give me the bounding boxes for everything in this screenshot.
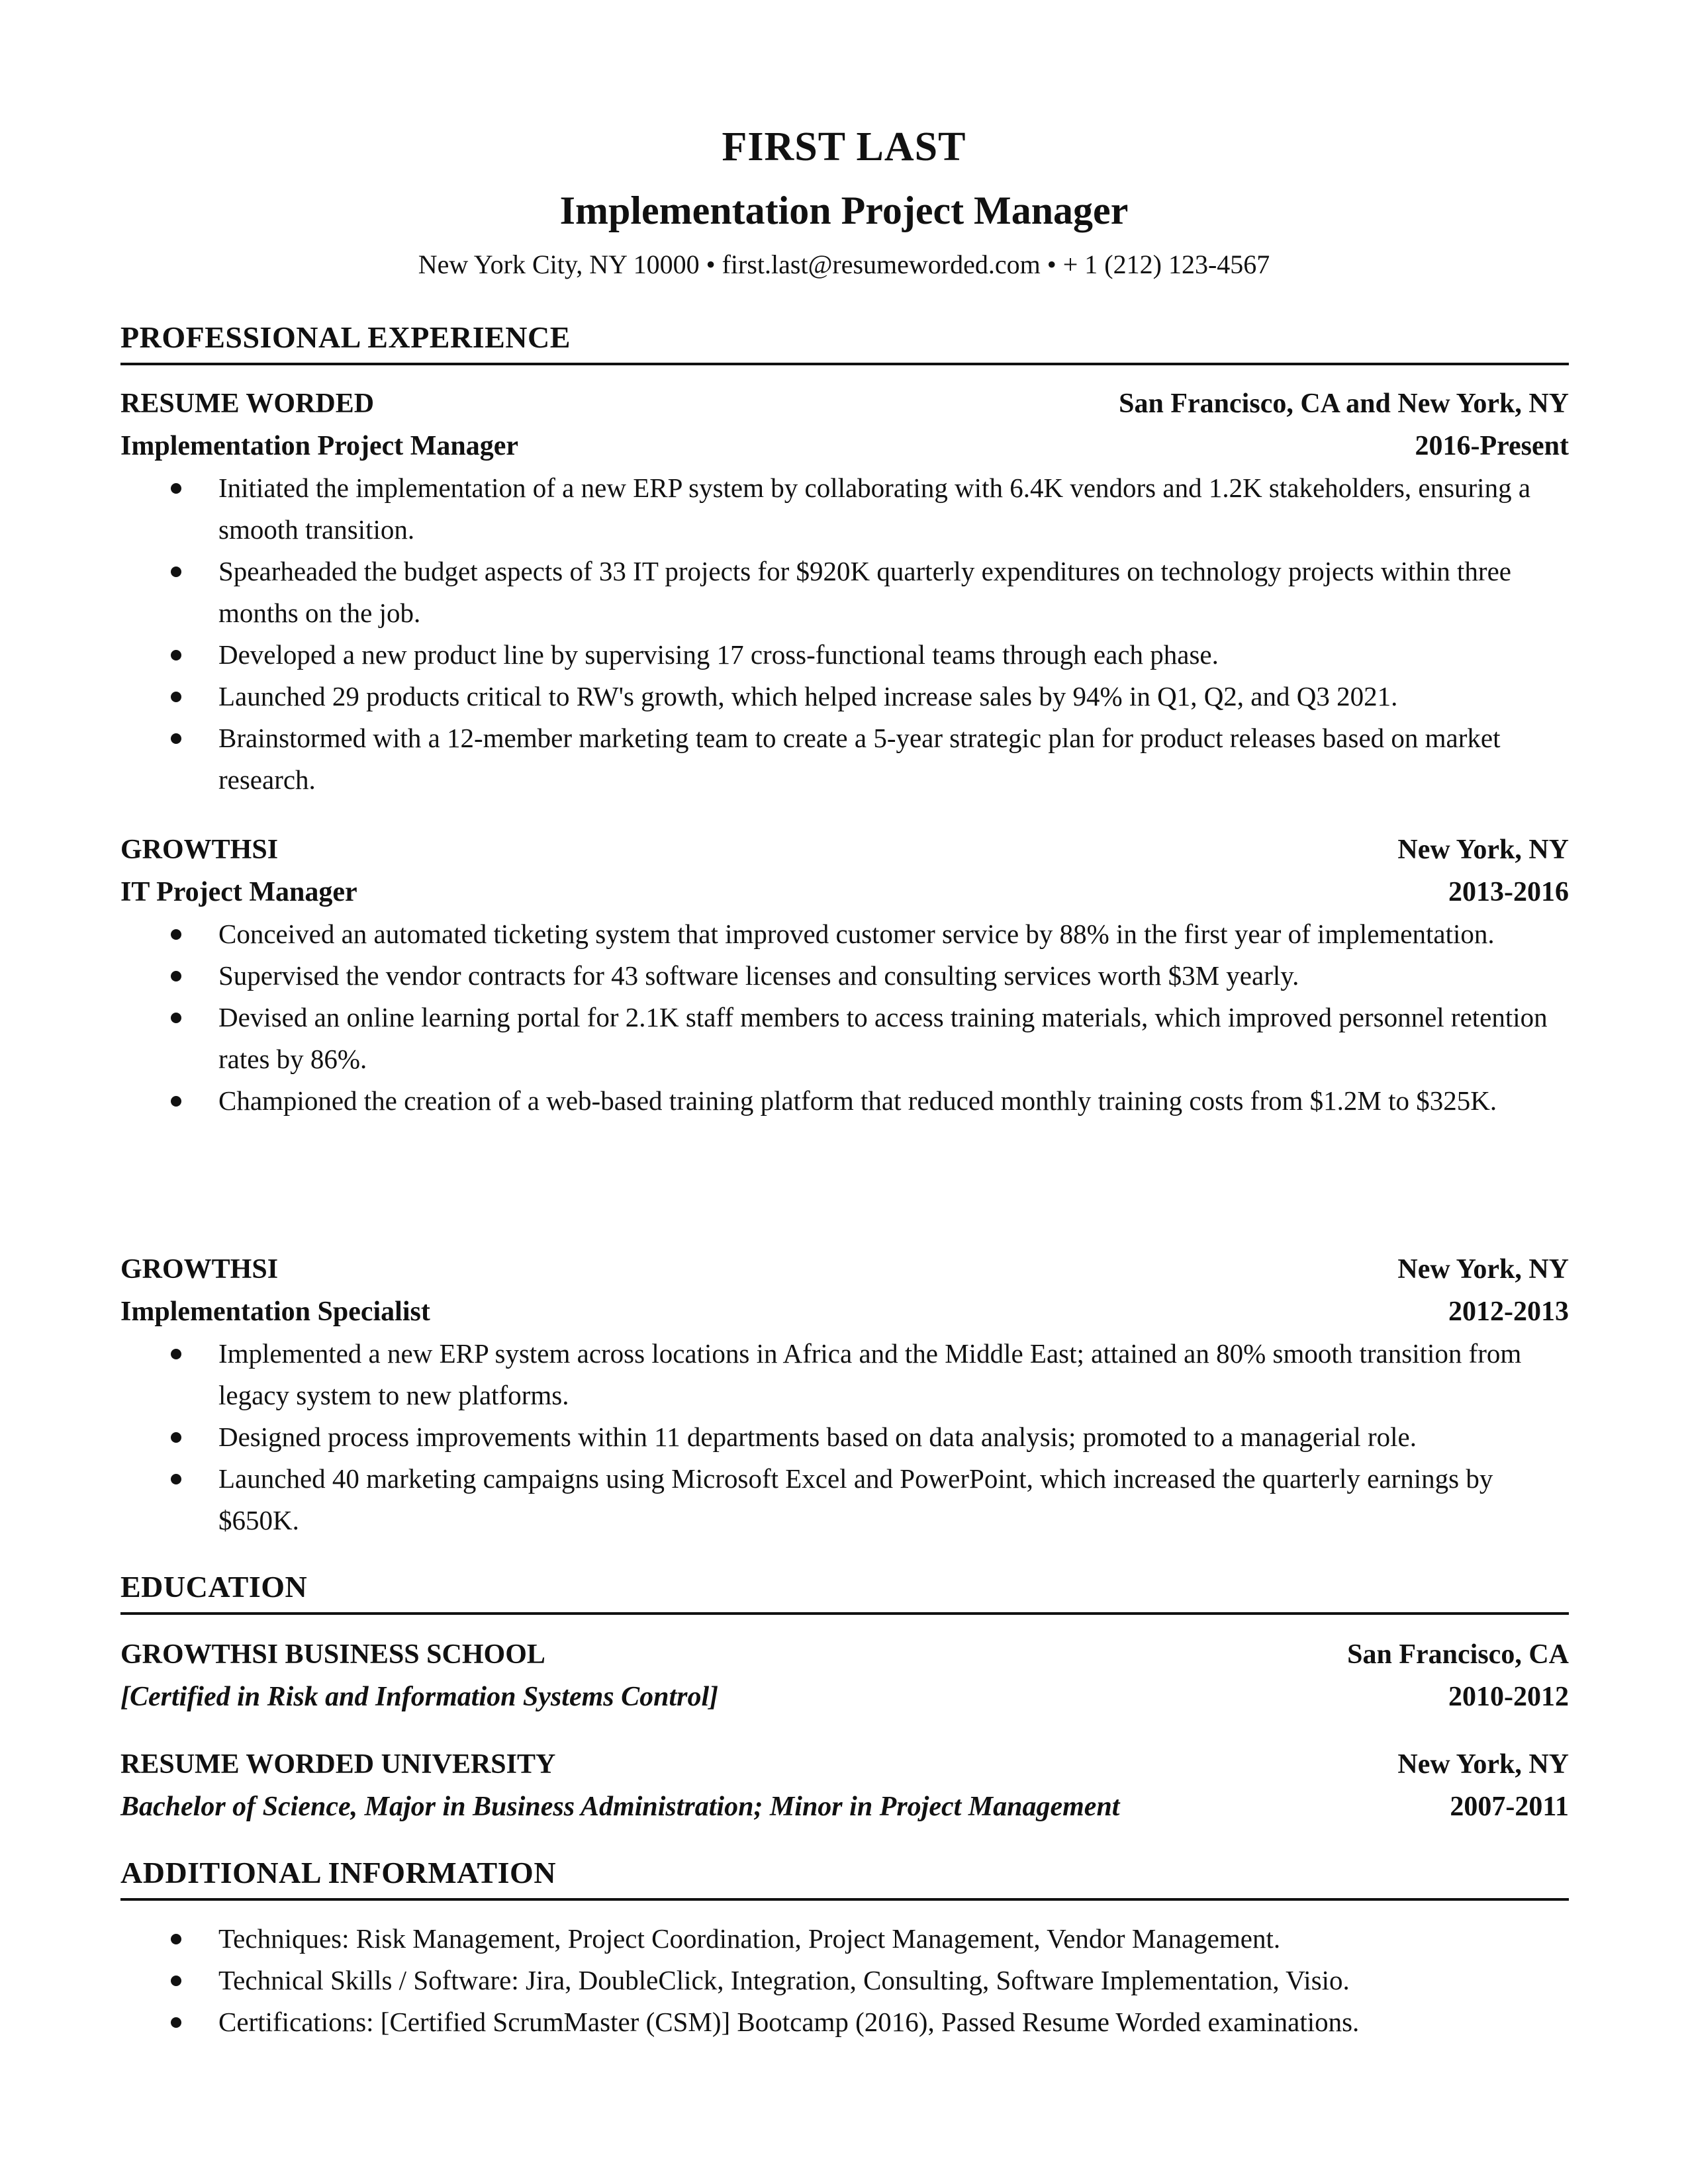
job-dates: 2012-2013 [1448,1297,1569,1327]
bullet-item: Supervised the vendor contracts for 43 software licenses and consulting services worth $3M yearly. [120,955,1569,997]
bullet-dot-icon [171,971,181,981]
education-dates: 2007-2011 [1450,1792,1569,1822]
bullet-item: Technical Skills / Software: Jira, DoubleClick, Integration, Consulting, Software Implementation, Visio. [120,1960,1569,2001]
job-role: Implementation Specialist [120,1297,430,1327]
job-role: IT Project Manager [120,877,357,907]
bullet-dot-icon [171,1349,181,1359]
bullet-dot-icon [171,650,181,660]
bullet-item: Launched 29 products critical to RW's growth, which helped increase sales by 94% in Q1, Q2, and Q3 2021. [120,676,1569,717]
bullet-item: Developed a new product line by supervising 17 cross-functional teams through each phase. [120,634,1569,676]
company-name: GROWTHSI [120,835,279,865]
section-divider [120,363,1569,365]
bullet-dot-icon [171,1432,181,1443]
bullet-dot-icon [171,1474,181,1484]
bullet-item: Implemented a new ERP system across locations in Africa and the Middle East; attained an 80% smooth transition from legacy system to new platforms. [120,1333,1569,1416]
section-title-education: EDUCATION [120,1570,308,1604]
job-role-row [120,1291,1569,1333]
education-degree-row [120,1786,1569,1828]
bullet-dot-icon [171,692,181,702]
bullet-dot-icon [171,567,181,577]
job-header [120,829,1569,871]
job-role-row [120,871,1569,913]
school-name: GROWTHSI BUSINESS SCHOOL [120,1639,545,1670]
bullet-dot-icon [171,929,181,940]
section-divider [120,1898,1569,1901]
job-role-row [120,425,1569,467]
bullet-item: Certifications: [Certified ScrumMaster (CSM)] Bootcamp (2016), Passed Resume Worded examinations. [120,2001,1569,2043]
bullet-dot-icon [171,733,181,744]
candidate-name: FIRST LAST [722,124,966,169]
candidate-headline: Implementation Project Manager [559,189,1129,232]
bullet-dot-icon [171,1096,181,1107]
section-title-experience: PROFESSIONAL EXPERIENCE [120,320,571,354]
bullet-item: Conceived an automated ticketing system that improved customer service by 88% in the first year of implementation. [120,913,1569,955]
bullet-item: Designed process improvements within 11 departments based on data analysis; promoted to a managerial role. [120,1416,1569,1458]
job-header [120,383,1569,425]
school-location: San Francisco, CA [1347,1639,1569,1670]
job-role: Implementation Project Manager [120,431,519,461]
education-dates: 2010-2012 [1448,1682,1569,1712]
bullet-item: Spearheaded the budget aspects of 33 IT projects for $920K quarterly expenditures on technology projects within three months on the job. [120,551,1569,634]
contact-line: New York City, NY 10000 • first.last@resumeworded.com • + 1 (212) 123-4567 [418,250,1270,279]
company-name: RESUME WORDED [120,388,375,419]
bullet-item: Initiated the implementation of a new ERP system by collaborating with 6.4K vendors and 1.2K stakeholders, ensuring a smooth transition. [120,467,1569,551]
bullet-dot-icon [171,2017,181,2028]
degree: Bachelor of Science, Major in Business Administration; Minor in Project Management [120,1792,1120,1822]
bullet-item: Devised an online learning portal for 2.1K staff members to access training materials, which improved personnel retention rates by 86%. [120,997,1569,1080]
bullet-dot-icon [171,1934,181,1944]
bullet-dot-icon [171,1013,181,1023]
job-dates: 2016-Present [1415,431,1569,461]
job-bullets [120,467,1569,801]
section-divider [120,1612,1569,1615]
bullet-item: Techniques: Risk Management, Project Coordination, Project Management, Vendor Management. [120,1918,1569,1960]
job-bullets [120,1333,1569,1541]
education-header [120,1633,1569,1676]
degree: [Certified in Risk and Information Systems Control] [120,1682,719,1712]
bullet-dot-icon [171,483,181,494]
bullet-item: Launched 40 marketing campaigns using Microsoft Excel and PowerPoint, which increased the quarterly earnings by $650K. [120,1458,1569,1541]
job-bullets [120,913,1569,1122]
education-header [120,1743,1569,1786]
job-location: New York, NY [1397,835,1569,865]
section-title-additional: ADDITIONAL INFORMATION [120,1856,557,1889]
bullet-dot-icon [171,1976,181,1986]
education-degree-row [120,1676,1569,1718]
school-location: New York, NY [1397,1749,1569,1780]
job-header [120,1248,1569,1291]
job-location: San Francisco, CA and New York, NY [1119,388,1569,419]
bullet-item: Brainstormed with a 12-member marketing team to create a 5-year strategic plan for product releases based on market research. [120,717,1569,801]
school-name: RESUME WORDED UNIVERSITY [120,1749,556,1780]
job-dates: 2013-2016 [1448,877,1569,907]
additional-bullets [120,1918,1569,2043]
company-name: GROWTHSI [120,1254,279,1285]
bullet-item: Championed the creation of a web-based training platform that reduced monthly training costs from $1.2M to $325K. [120,1080,1569,1122]
job-location: New York, NY [1397,1254,1569,1285]
